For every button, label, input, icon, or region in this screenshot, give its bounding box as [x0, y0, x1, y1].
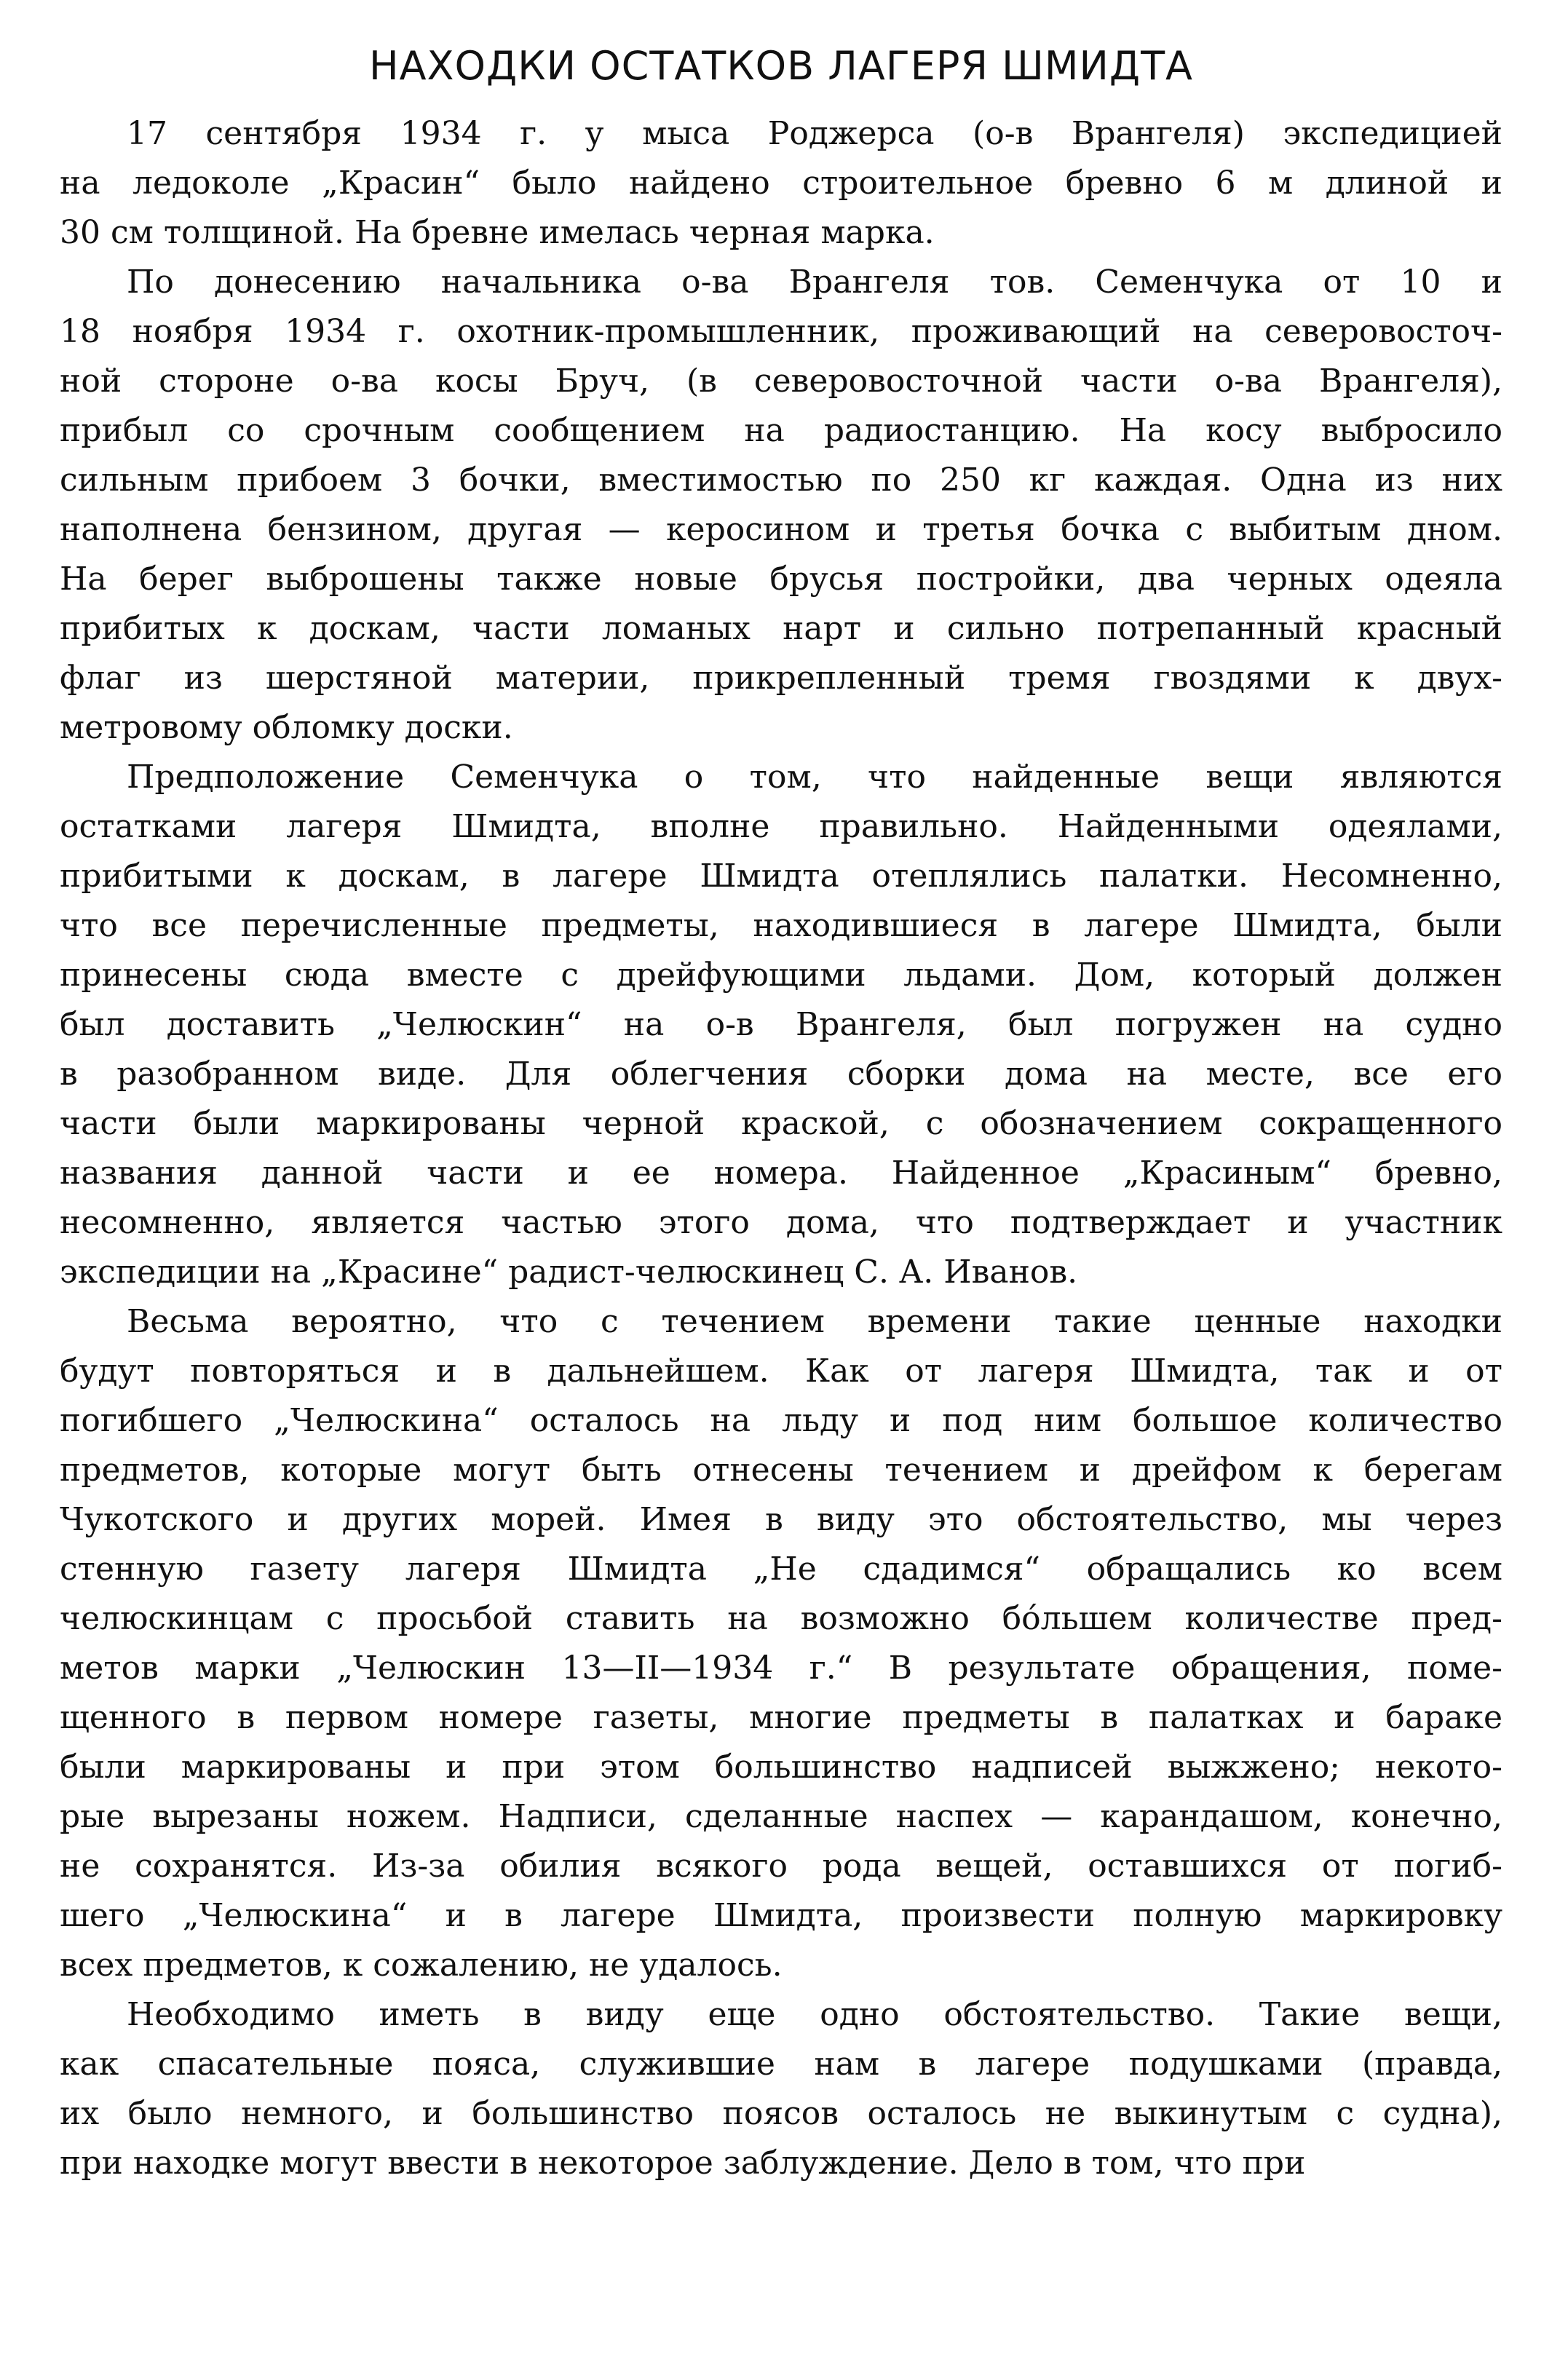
text-line: челюскинцам с просьбой ставить на возможно бо́льшем количестве пред-	[60, 1600, 1502, 1638]
text-line: в разобранном виде. Для облегчения сборки дома на месте, все его	[60, 1056, 1502, 1093]
page-title: НАХОДКИ ОСТАТКОВ ЛАГЕРЯ ШМИДТА	[369, 43, 1193, 89]
text-line: экспедиции на „Красине“ радист-челюскинец С. А. Иванов.	[60, 1254, 1078, 1291]
document-body	[60, 109, 1502, 2188]
text-line: были маркированы и при этом большинство надписей выжжено; некото-	[60, 1749, 1502, 1786]
text-line: не сохранятся. Из-за обилия всякого рода вещей, оставшихся от погиб-	[60, 1848, 1502, 1885]
text-line: шего „Челюскина“ и в лагере Шмидта, произвести полную маркировку	[60, 1897, 1502, 1935]
text-line: Предположение Семенчука о том, что найденные вещи являются	[127, 759, 1502, 796]
text-line: что все перечисленные предметы, находившиеся в лагере Шмидта, были	[60, 907, 1502, 945]
text-line: метов марки „Челюскин 13—II—1934 г.“ В результате обращения, поме-	[60, 1650, 1502, 1687]
text-line: На берег выброшены также новые брусья постройки, два черных одеяла	[60, 561, 1502, 598]
text-line: Чукотского и других морей. Имея в виду это обстоятельство, мы через	[60, 1501, 1502, 1539]
text-line: прибитых к доскам, части ломаных нарт и сильно потрепанный красный	[60, 610, 1502, 648]
text-line: наполнена бензином, другая — керосином и третья бочка с выбитым дном.	[60, 511, 1502, 549]
text-line: погибшего „Челюскина“ осталось на льду и под ним большое количество	[60, 1402, 1502, 1440]
paragraph	[60, 1297, 1502, 1990]
text-line: прибыл со срочным сообщением на радиостанцию. На косу выбросило	[60, 412, 1502, 450]
text-line: стенную газету лагеря Шмидта „Не сдадимся“ обращались ко всем	[60, 1551, 1502, 1588]
text-line: их было немного, и большинство поясов осталось не выкинутым с судна),	[60, 2095, 1502, 2133]
text-line: рые вырезаны ножем. Надписи, сделанные наспех — карандашом, конечно,	[60, 1798, 1502, 1836]
text-line: По донесению начальника о-ва Врангеля тов. Семенчука от 10 и	[127, 264, 1502, 301]
text-line: всех предметов, к сожалению, не удалось.	[60, 1947, 783, 1984]
text-line: предметов, которые могут быть отнесены течением и дрейфом к берегам	[60, 1452, 1502, 1489]
text-line: сильным прибоем 3 бочки, вместимостью по 250 кг каждая. Одна из них	[60, 462, 1502, 499]
text-line: ной стороне о-ва косы Бруч, (в северовосточной части о-ва Врангеля),	[60, 363, 1502, 400]
text-line: метровому обломку доски.	[60, 709, 513, 747]
text-line: названия данной части и ее номера. Найденное „Красиным“ бревно,	[60, 1155, 1502, 1192]
paragraph	[60, 1990, 1502, 2188]
text-line: несомненно, является частью этого дома, что подтверждает и участник	[60, 1204, 1502, 1242]
text-line: на ледоколе „Красин“ было найдено строительное бревно 6 м длиной и	[60, 165, 1502, 202]
text-line: 17 сентября 1934 г. у мыса Роджерса (о-в Врангеля) экспедицией	[127, 115, 1502, 153]
text-line: щенного в первом номере газеты, многие предметы в палатках и бараке	[60, 1699, 1502, 1737]
text-line: 30 см толщиной. На бревне имелась черная марка.	[60, 214, 935, 252]
text-line: флаг из шерстяной материи, прикрепленный тремя гвоздями к двух-	[60, 660, 1502, 697]
text-line: при находке могут ввести в некоторое заблуждение. Дело в том, что при	[60, 2145, 1306, 2182]
text-line: был доставить „Челюскин“ на о-в Врангеля, был погружен на судно	[60, 1006, 1502, 1044]
paragraph	[60, 258, 1502, 753]
text-line: остатками лагеря Шмидта, вполне правильно. Найденными одеялами,	[60, 808, 1502, 846]
text-line: будут повторяться и в дальнейшем. Как от лагеря Шмидта, так и от	[60, 1353, 1502, 1390]
text-line: Весьма вероятно, что с течением времени такие ценные находки	[127, 1303, 1502, 1341]
text-line: принесены сюда вместе с дрейфующими льдами. Дом, который должен	[60, 957, 1502, 994]
text-line: как спасательные пояса, служившие нам в лагере подушками (правда,	[60, 2046, 1502, 2083]
text-line: части были маркированы черной краской, с обозначением сокращенного	[60, 1105, 1502, 1143]
text-line: Необходимо иметь в виду еще одно обстоятельство. Такие вещи,	[127, 1996, 1502, 2034]
paragraph	[60, 753, 1502, 1297]
paragraph	[60, 109, 1502, 258]
text-line: прибитыми к доскам, в лагере Шмидта отеплялись палатки. Несомненно,	[60, 858, 1502, 895]
text-line: 18 ноября 1934 г. охотник-промышленник, проживающий на северовосточ-	[60, 313, 1502, 351]
